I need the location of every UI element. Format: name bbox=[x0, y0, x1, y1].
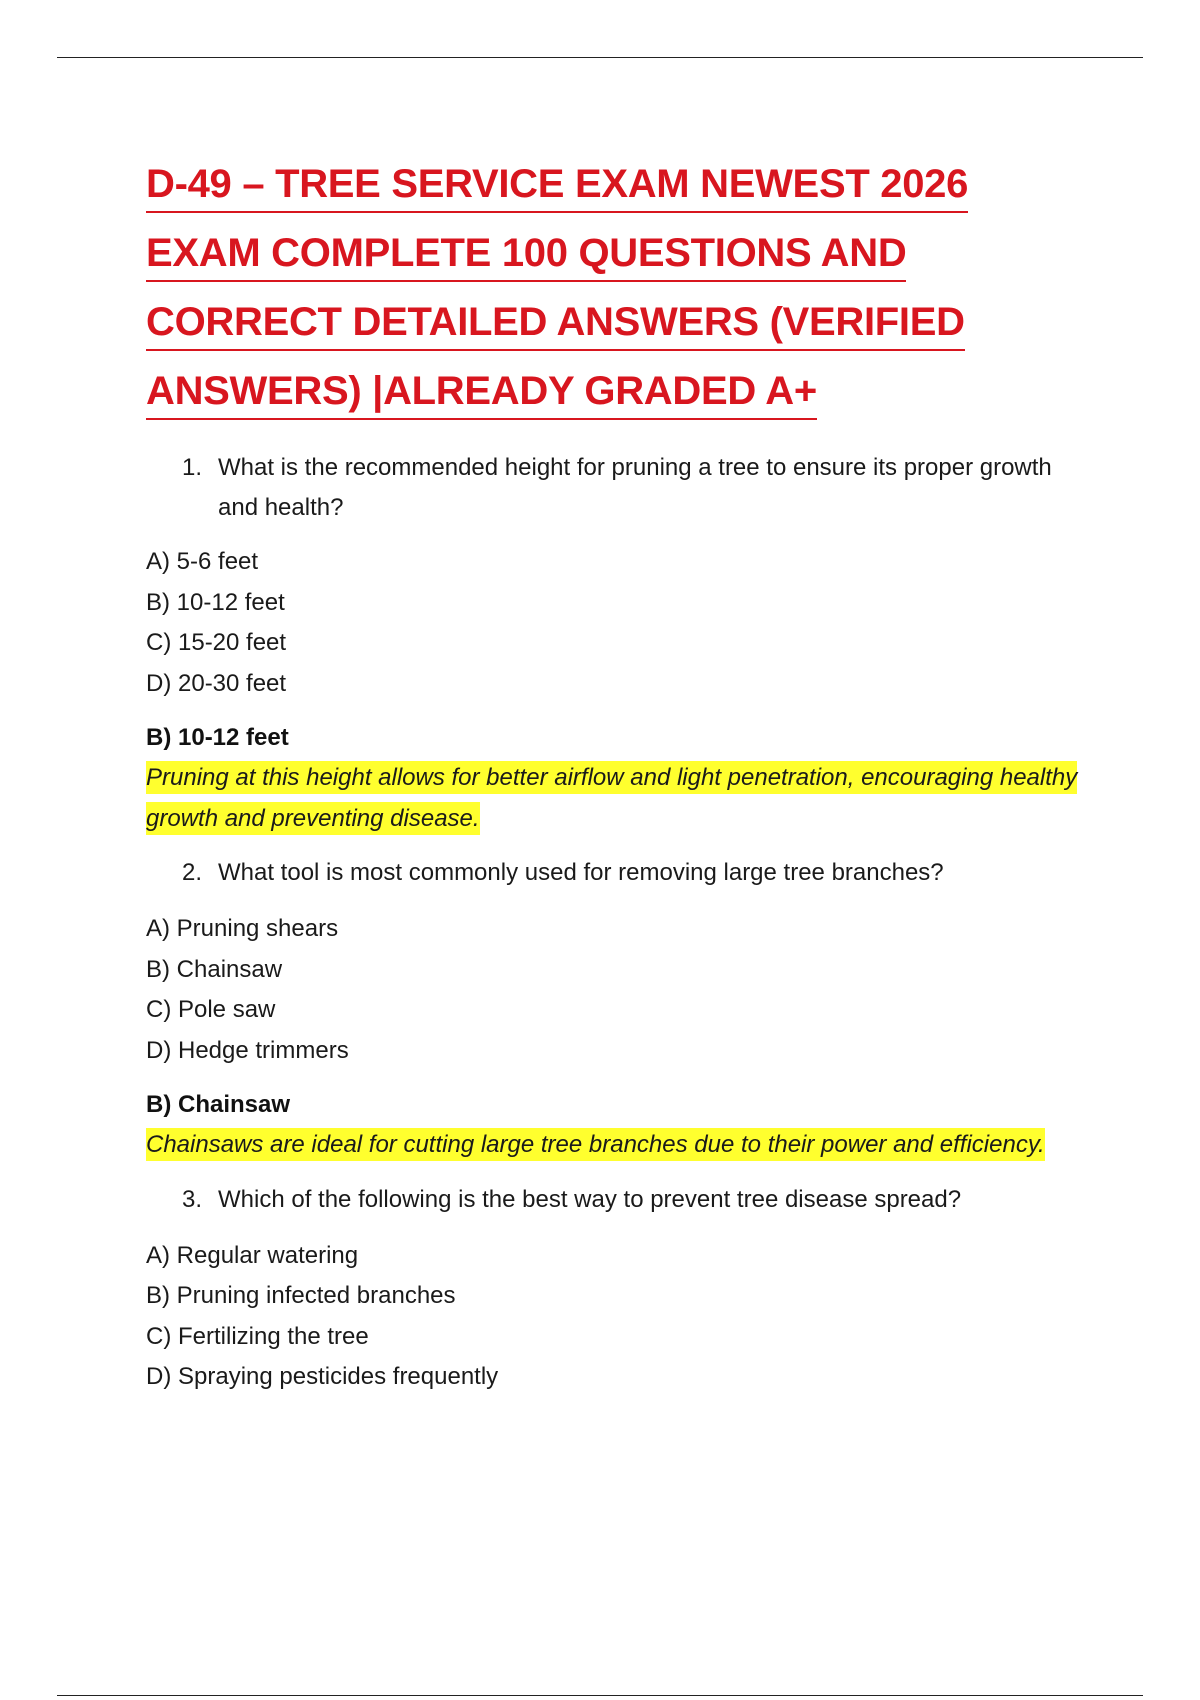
question-text: Which of the following is the best way to prevent tree disease spread? bbox=[218, 1185, 962, 1213]
correct-answer: B) Chainsaw bbox=[146, 1091, 291, 1118]
option-c: C) 15-20 feet bbox=[146, 629, 287, 656]
option-b: B) 10-12 feet bbox=[146, 588, 285, 616]
question-1 bbox=[182, 448, 1096, 528]
option-d: D) 20-30 feet bbox=[146, 669, 287, 697]
answer-explanation bbox=[146, 1125, 1096, 1166]
correct-answer: B) 10-12 feet bbox=[146, 724, 289, 751]
title-line: ANSWERS) |ALREADY GRADED A+ bbox=[146, 364, 817, 420]
title-line: D-49 – TREE SERVICE EXAM NEWEST 2026 bbox=[146, 157, 968, 213]
option-d: D) Spraying pesticides frequently bbox=[146, 1363, 499, 1390]
top-rule bbox=[57, 57, 1143, 58]
question-text: What is the recommended height for pruning a tree to ensure its proper growth and health? bbox=[218, 454, 1052, 521]
explanation-highlight: Pruning at this height allows for better airflow and light penetration, encouraging healthy growth and preventing disease. bbox=[146, 761, 1077, 835]
question-2 bbox=[182, 853, 1096, 893]
question-text: What tool is most commonly used for removing large tree branches? bbox=[218, 859, 944, 886]
bottom-rule bbox=[57, 1695, 1143, 1696]
options-list bbox=[146, 909, 1096, 1071]
option-a: A) 5-6 feet bbox=[146, 548, 259, 575]
option-c: C) Pole saw bbox=[146, 996, 276, 1023]
option-b: B) Chainsaw bbox=[146, 955, 283, 983]
option-c: C) Fertilizing the tree bbox=[146, 1322, 369, 1350]
explanation-highlight: Chainsaws are ideal for cutting large tree branches due to their power and efficiency. bbox=[146, 1128, 1045, 1161]
question-number: 2. bbox=[182, 859, 203, 886]
option-a: A) Pruning shears bbox=[146, 915, 339, 942]
title-line: EXAM COMPLETE 100 QUESTIONS AND bbox=[146, 226, 906, 282]
question-number: 3. bbox=[182, 1185, 203, 1213]
options-list bbox=[146, 1236, 1096, 1398]
option-a: A) Regular watering bbox=[146, 1241, 359, 1269]
question-3 bbox=[182, 1180, 1096, 1220]
document-title bbox=[146, 150, 1096, 426]
option-d: D) Hedge trimmers bbox=[146, 1036, 349, 1064]
title-line: CORRECT DETAILED ANSWERS (VERIFIED bbox=[146, 295, 965, 351]
option-b: B) Pruning infected branches bbox=[146, 1282, 456, 1309]
options-list bbox=[146, 542, 1096, 704]
answer-explanation bbox=[146, 758, 1096, 839]
question-number: 1. bbox=[182, 454, 203, 481]
document-body bbox=[146, 150, 1096, 1398]
